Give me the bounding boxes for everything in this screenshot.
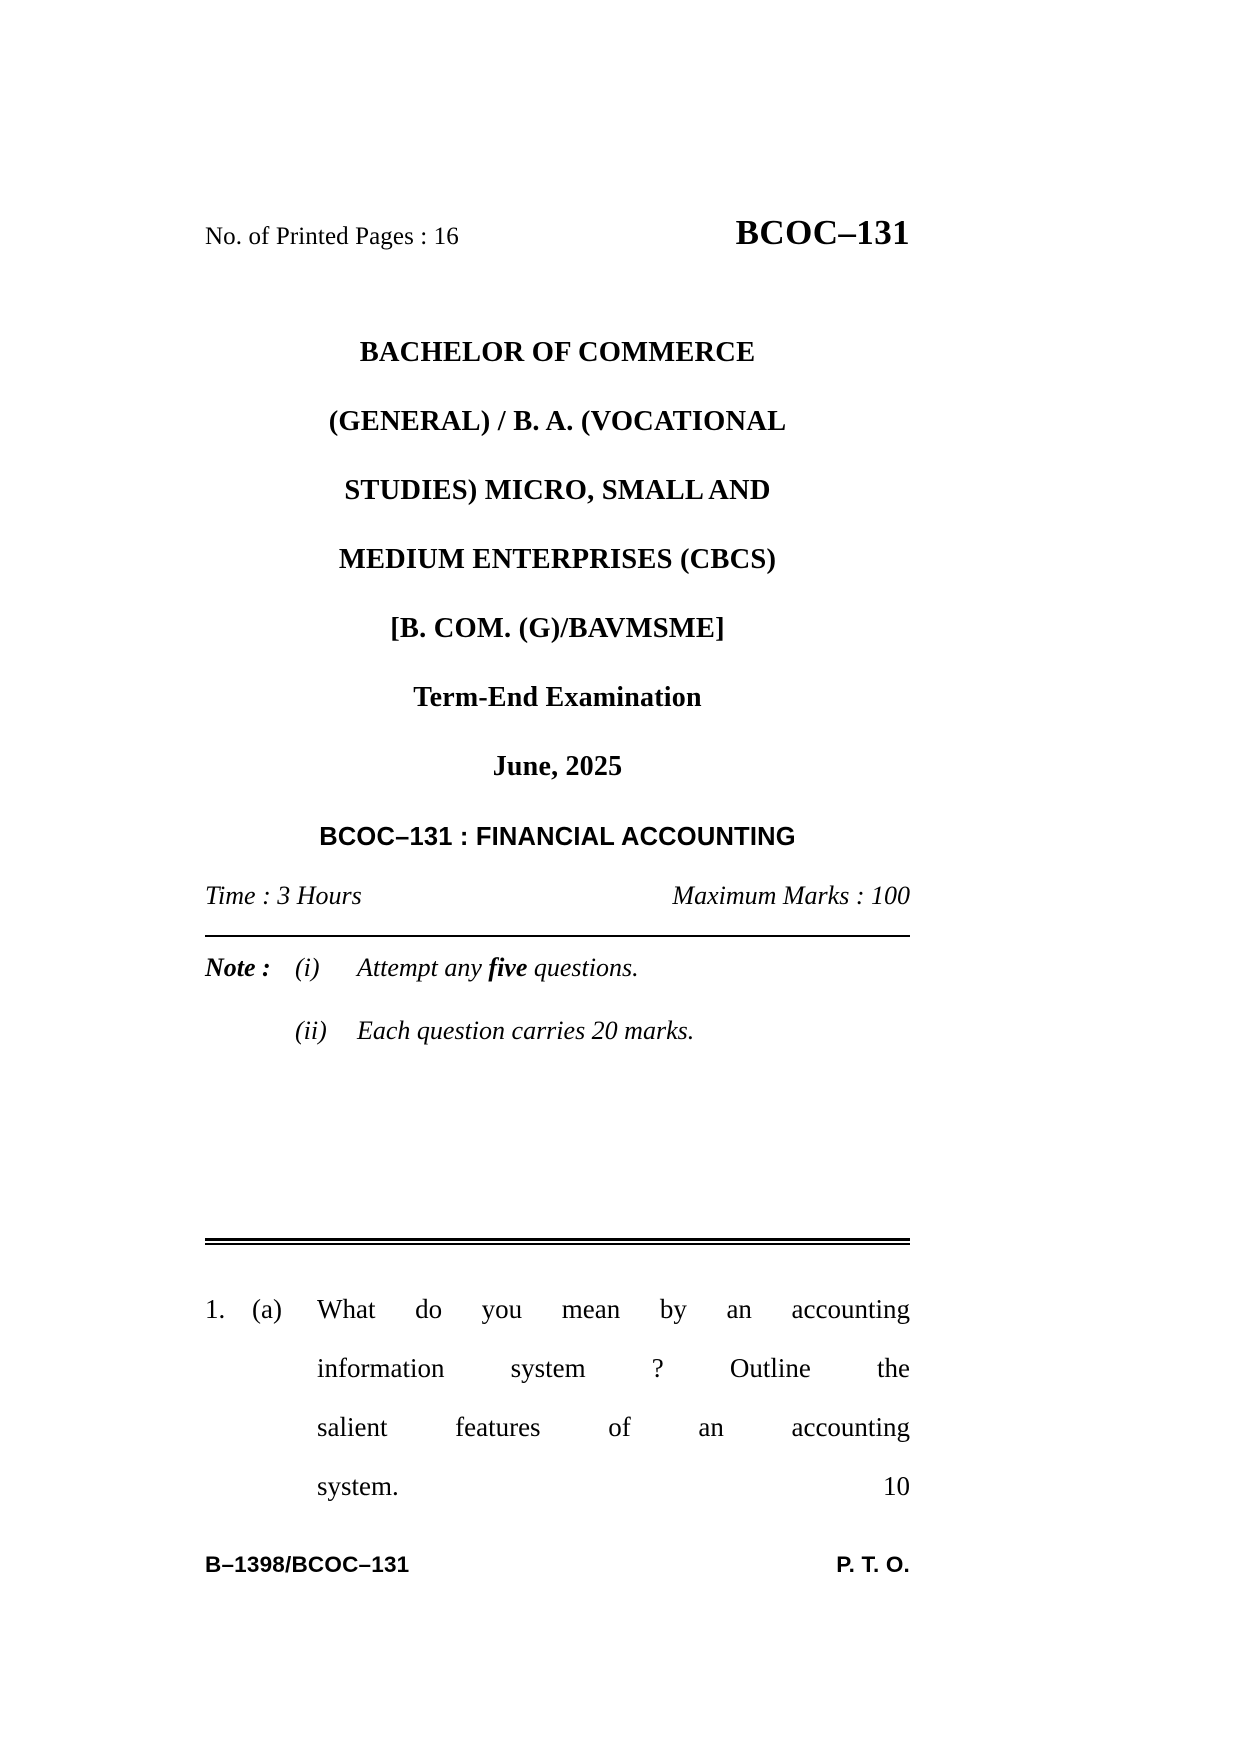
question-text-line — [317, 1280, 910, 1339]
question-word: What — [317, 1294, 376, 1324]
programme-title-line-1: BACHELOR OF COMMERCE — [359, 337, 756, 368]
question-text-line — [317, 1339, 910, 1398]
question-text — [317, 1280, 910, 1516]
page-header — [205, 213, 910, 253]
note-item-text — [357, 1016, 910, 1046]
question-number: 1. — [205, 1294, 226, 1324]
question-part-label: (a) — [252, 1294, 282, 1324]
note-text-emphasis: five — [488, 953, 528, 982]
question-word: an — [726, 1294, 752, 1324]
note-text-after: questions. — [527, 953, 639, 982]
question-word: mean — [561, 1294, 621, 1324]
examination-type-line: Term-End Examination — [413, 682, 702, 713]
question-word: information — [317, 1353, 445, 1383]
note-item-number: (ii) — [295, 1016, 327, 1045]
question-word: the — [876, 1353, 910, 1383]
question-word: salient — [317, 1412, 388, 1442]
programme-title-line-5: [B. COM. (G)/BAVMSME] — [390, 613, 725, 644]
question-marks: 10 — [883, 1471, 910, 1501]
question-word: an — [698, 1412, 724, 1442]
programme-title-line-2: (GENERAL) / B. A. (VOCATIONAL — [328, 406, 787, 437]
question-word: system — [510, 1353, 586, 1383]
horizontal-rule-top — [205, 935, 910, 937]
question-word: accounting — [791, 1294, 910, 1324]
programme-title-line-4: MEDIUM ENTERPRISES (CBCS) — [338, 544, 777, 575]
exam-duration: Time : 3 Hours — [205, 881, 362, 910]
question-word: features — [455, 1412, 541, 1442]
question-word: of — [608, 1412, 631, 1442]
programme-title-line-3: STUDIES) MICRO, SMALL AND — [344, 475, 771, 506]
question-item — [205, 1280, 910, 1516]
question-word: by — [659, 1294, 687, 1324]
question-text-line — [317, 1398, 910, 1457]
footer-pto-label: P. T. O. — [836, 1552, 910, 1577]
question-word: Outline — [729, 1353, 811, 1383]
paper-code: BCOC–131 — [735, 213, 910, 252]
question-word: ? — [651, 1353, 664, 1383]
note-item-number: (i) — [295, 953, 320, 982]
question-list — [205, 1280, 910, 1516]
exam-maximum-marks: Maximum Marks : 100 — [672, 881, 910, 910]
question-word: do — [415, 1294, 443, 1324]
note-label: Note : — [205, 953, 271, 982]
printed-pages-label: No. of Printed Pages : 16 — [205, 223, 459, 250]
title-block — [205, 318, 910, 873]
footer-paper-reference: B–1398/BCOC–131 — [205, 1552, 410, 1577]
note-text-before: Each question carries 20 marks. — [357, 1016, 695, 1045]
note-block — [205, 953, 910, 1079]
note-item-text — [357, 953, 910, 983]
question-word: you — [481, 1294, 523, 1324]
note-item — [205, 953, 910, 1016]
question-word: system. — [317, 1471, 399, 1501]
subject-title-line: BCOC–131 : FINANCIAL ACCOUNTING — [319, 823, 796, 851]
examination-session-line: June, 2025 — [492, 751, 623, 782]
horizontal-rule-double — [205, 1238, 910, 1245]
question-word: accounting — [791, 1412, 910, 1442]
question-text-line — [317, 1457, 910, 1516]
note-text-before: Attempt any — [357, 953, 489, 982]
note-item — [205, 1016, 910, 1079]
